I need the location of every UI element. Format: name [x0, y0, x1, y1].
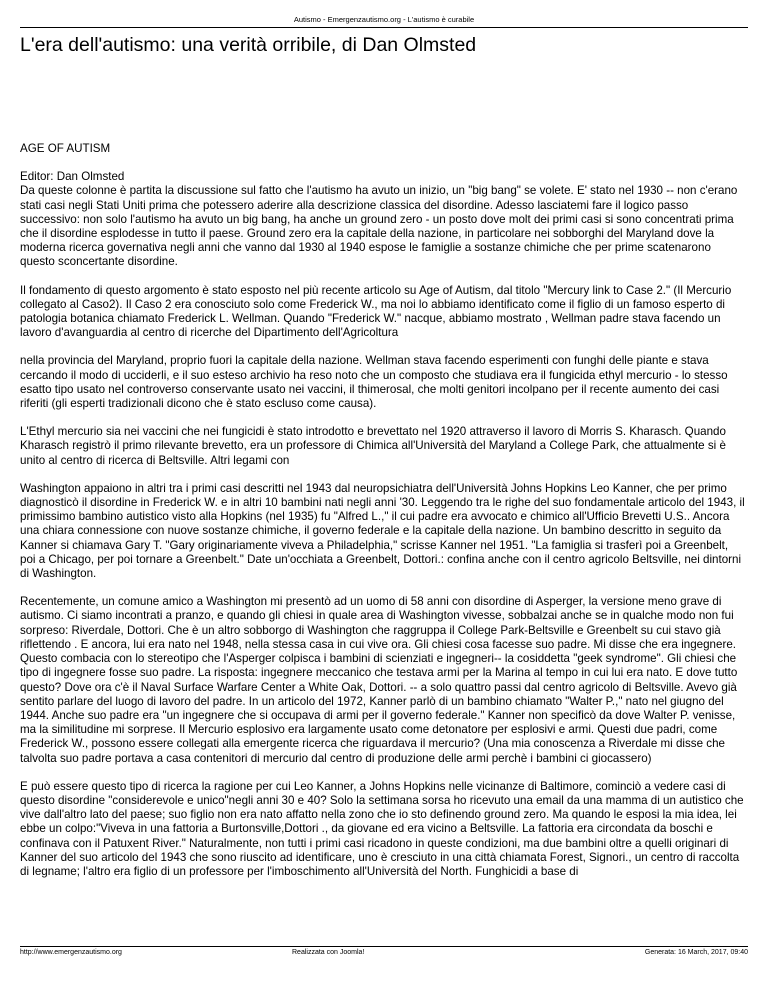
article-body — [20, 142, 746, 893]
editor-line: Editor: Dan Olmsted — [20, 170, 125, 184]
footer-url: http://www.emergenzautismo.org — [20, 949, 122, 956]
section-heading: AGE OF AUTISM — [20, 142, 111, 155]
page-footer — [20, 946, 748, 957]
article-paragraph: Recentemente, un comune amico a Washington mi presentò ad un uomo di 58 anni con disordine di Asperger, la versione meno grave di autismo. Ci siamo incontrati a pranzo, e quando gli chiesi in quale area di Washington vivesse, sobbalzai anche se in qualche modo non fui sorpreso: Riverdale, Dottori. Che è un altro sobborgo di Washington che raggruppa il College Park-Beltsville e Greenbelt su cui stavo già riflettendo . E ancora, lui era nato nel 1948, nella stessa casa in cui vive ora. Gli chiesi cosa facesse suo padre. Mi disse che era ingegnere. Questo combacia con lo stereotipo che l'Asperger colpisca i bambini di scienziati e ingegneri-- la cosiddetta "geek syndrome". Gli chiesi che tipo di ingegnere fosse suo padre. La risposta: ingegnere meccanico che testava armi per la Marina al tempo in cui lui era nato. E dove tutto questo? Dove ora c'è il Naval Surface Warfare Center a White Oak, Dottori. -- a solo quattro passi dal centro agricolo di Beltsville. Avevo già sentito parlare del luogo di lavoro del padre. In un articolo del 1972, Kanner parlò di un bambino chiamato "Walter P.," nato nel giugno del 1944. Anche suo padre era "un ingegnere che si occupava di armi per il governo federale." Kanner non specificò da dove Walter P. venisse, ma la similitudine mi sorprese. Il Mercurio esplosivo era largamente usato come detonatore per esplosivi e armi. Questi due padri, come Frederick W., possono essere collegati alla emergente ricerca che riguardava il mercurio? (Una mia conoscenza a Riverdale mi disse che talvolta suo padre portava a casa contenitori di mercurio dal centro di produzione delle armi perchè i bambini ci giocassero) — [20, 595, 738, 765]
article-paragraph: nella provincia del Maryland, proprio fuori la capitale della nazione. Wellman stava facendo esperimenti con funghi delle piante e stava cercando il modo di ucciderli, e il suo esteso archivio ha reso noto che un composto che studiava era il fungicida ethyl mercurio - lo stesso esatto tipo usato nel controverso conservante usato nei vaccini, il thimerosal, che molti genitori incolpano per il recente aumento dei casi riferiti (gli esperti tradizionali dicono che è stato escluso come causa). — [20, 354, 728, 411]
site-header-text: Autismo - Emergenzautismo.org - L'autismo è curabile — [293, 15, 475, 24]
article-paragraph: L'Ethyl mercurio sia nei vaccini che nei fungicidi è stato introdotto e brevettato nel 1920 attraverso il lavoro di Morris S. Kharasch. Quando Kharasch registrò il primo rilevante brevetto, era un professore di Chimica all'Università del Maryland a College Park, che attualmente si è unito al centro di ricerca di Beltsville. Altri legami con — [20, 425, 726, 467]
site-header — [0, 15, 768, 25]
title-divider — [20, 27, 748, 28]
article-paragraph: E può essere questo tipo di ricerca la ragione per cui Leo Kanner, a Johns Hopkins nelle vicinanze di Baltimore, cominciò a vedere casi di questo disordine "considerevole e unico"negli anni 30 e 40? Solo la settimana sorsa ho ricevuto una email da una mamma di un autistico che vive dall'altro lato del paese; suo figlio non era nato affatto nella zono che io sto definendo ground zero. Ma quando le esposi la mia idea, lei ebbe un colpo:"Viveva in una fattoria a Burtonsville,Dottori ., da giovane ed era vicino a Beltsville. La fattoria era circondata da boschi e confinava con il Patuxent River." Naturalmente, non tutti i primi casi ricadono in queste condizioni, ma due bambini oltre a quelli originari di Kanner del suo articolo del 1943 che sono riuscito ad identificare, uno è cresciuto in una città chiamata Forest, Signori., un centro di raccolta di legname; l'altro era figlio di un professore per l'imboschimento all'Università del North. Funghicidi a base di — [20, 779, 744, 878]
article-paragraph: Washington appaiono in altri tra i primi casi descritti nel 1943 dal neuropsichiatra dell'Università Johns Hopkins Leo Kanner, che per primo diagnosticò il disordine in Frederick W. e in altri 10 bambini nati negli anni '30. Leggendo tra le righe del suo fondamentale articolo del 1943, il primissimo bambino autistico visto alla Hopkins (nel 1935) fu "Alfred L.," il cui padre era avvocato e chimico all'Ufficio Brevetti U.S.. Ancora una chiara connessione con nuove sostanze chimiche, il governo federale e la capitale della nazione. Un bambino descritto in seguito da Kanner si chiamava Gary T. "Gary originariamente viveva a Philadelphia," scrisse Kanner nel 1951. "La famiglia si trasferì poi a Greenbelt, poi a Chicago, per poi tornare a Greenbelt." Date un'occhiata a Greenbelt, Dottori.: confina anche con il centro agricolo Beltsville, nei dintorni di Washington. — [20, 481, 745, 581]
footer-made-with: Realizzata con Joomla! — [292, 949, 365, 956]
article-paragraph: Il fondamento di questo argomento è stato esposto nel più recente articolo su Age of Autism, dal titolo "Mercury link to Case 2." (Il Mercurio collegato al Caso2). Il Caso 2 era conosciuto solo come Frederick W., ma noi lo abbiamo identificato come il figlio di un famoso esperto di patologia botanica chiamato Frederick L. Wellman. Quando "Frederick W." nacque, abbiamo mostrato , Wellman padre stava facendo un lavoro d'avanguardia al centro di ricerche del Dipartimento dell'Agricoltura — [20, 283, 732, 340]
article-paragraph — [20, 170, 746, 269]
paragraph-text: Da queste colonne è partita la discussione sul fatto che l'autismo ha avuto un inizio, un "big bang" se volete. E' stato nel 1930 -- non c'erano stati casi negli Stati Uniti prima che potessero aderire alla descrizione classica del disordine. Adesso lasciatemi fare il logico passo successivo: non solo l'autismo ha avuto un big bang, ha anche un ground zero - un posto dove molt dei primi casi si sono concentrati prima che il disordine esplodesse in tutto il paese. Ground zero era la capitale della nazione, in particolare nei sobborghi del Maryland dove la moderna ricerca governativa negli anni che vanno dal 1930 al 1940 espose le famiglie a sostanze chimiche che per prime scatenarono questo sconcertante disordine. — [20, 184, 738, 269]
footer-generated-date: Generata: 16 March, 2017, 09:40 — [644, 949, 748, 956]
page-title: L'era dell'autismo: una verità orribile, di Dan Olmsted — [20, 34, 477, 56]
